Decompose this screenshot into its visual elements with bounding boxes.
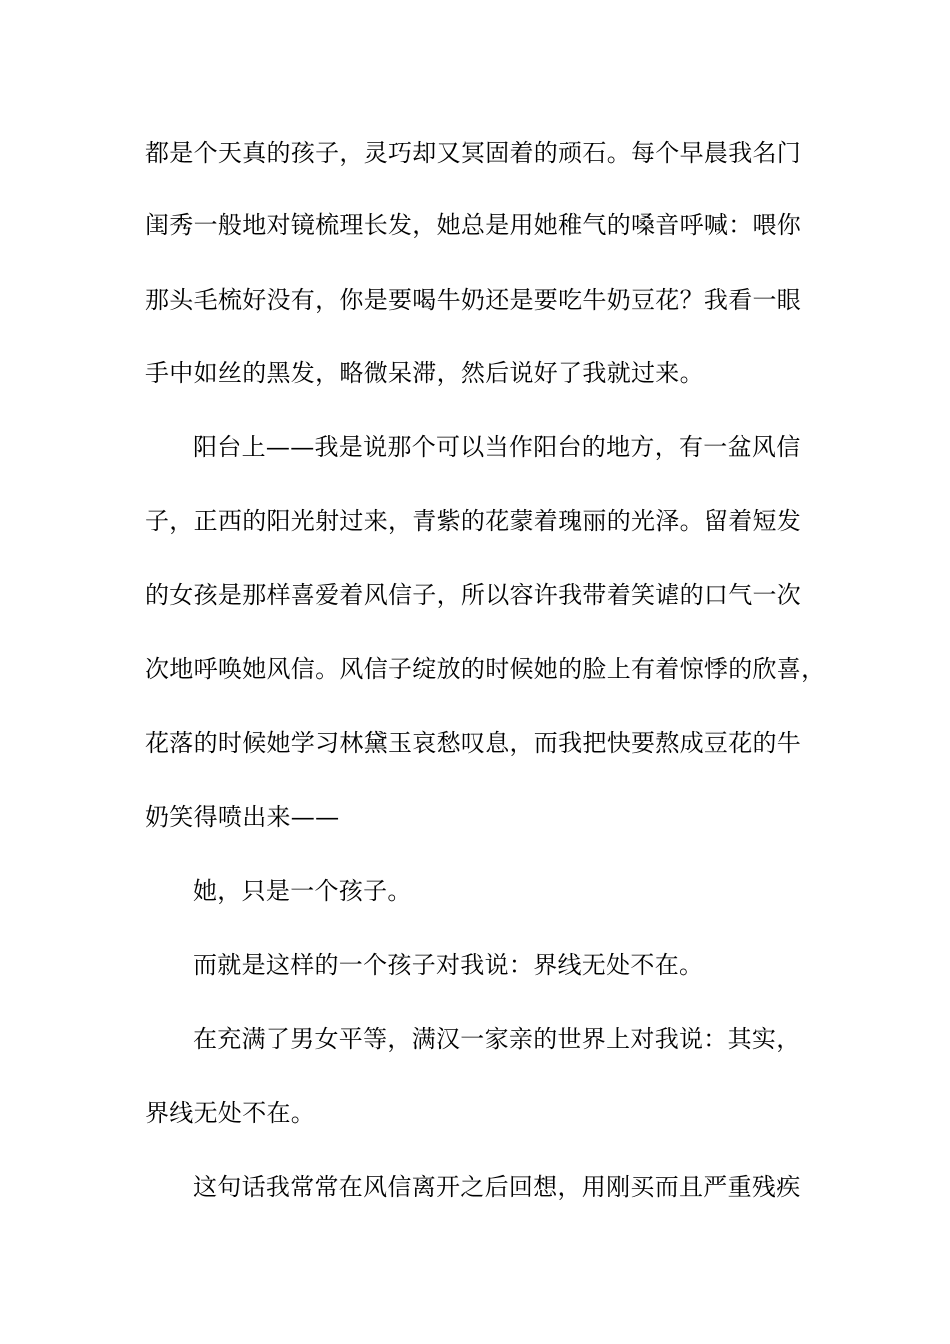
text-line-5: 阳台上——我是说那个可以当作阳台的地方，有一盆风信 xyxy=(193,433,801,461)
text-line-4: 手中如丝的黑发，略微呆滞，然后说好了我就过来。 xyxy=(145,359,704,387)
text-line-15: 这句话我常常在风信离开之后回想，用刚买而且严重残疾 xyxy=(193,1173,801,1201)
text-line-7: 的女孩是那样喜爱着风信子，所以容许我带着笑谑的口气一次 xyxy=(145,581,802,609)
text-line-1: 都是个天真的孩子，灵巧却又冥固着的顽石。每个早晨我名门 xyxy=(145,139,802,167)
text-line-8: 次地呼唤她风信。风信子绽放的时候她的脸上有着惊悸的欣喜， xyxy=(145,655,826,683)
text-line-13: 在充满了男女平等，满汉一家亲的世界上对我说：其实， xyxy=(193,1025,801,1053)
text-line-14: 界线无处不在。 xyxy=(145,1099,316,1127)
text-line-11: 她，只是一个孩子。 xyxy=(193,877,412,905)
text-line-9: 花落的时候她学习林黛玉哀愁叹息，而我把快要熬成豆花的牛 xyxy=(145,729,802,757)
text-line-2: 闺秀一般地对镜梳理长发，她总是用她稚气的嗓音呼喊：喂你 xyxy=(145,211,802,239)
text-line-3: 那头毛梳好没有，你是要喝牛奶还是要吃牛奶豆花？我看一眼 xyxy=(145,286,802,314)
text-line-10: 奶笑得喷出来—— xyxy=(145,803,340,831)
text-line-6: 子，正西的阳光射过来，青紫的花蒙着瑰丽的光泽。留着短发 xyxy=(145,507,802,535)
text-line-12: 而就是这样的一个孩子对我说：界线无处不在。 xyxy=(193,951,704,979)
